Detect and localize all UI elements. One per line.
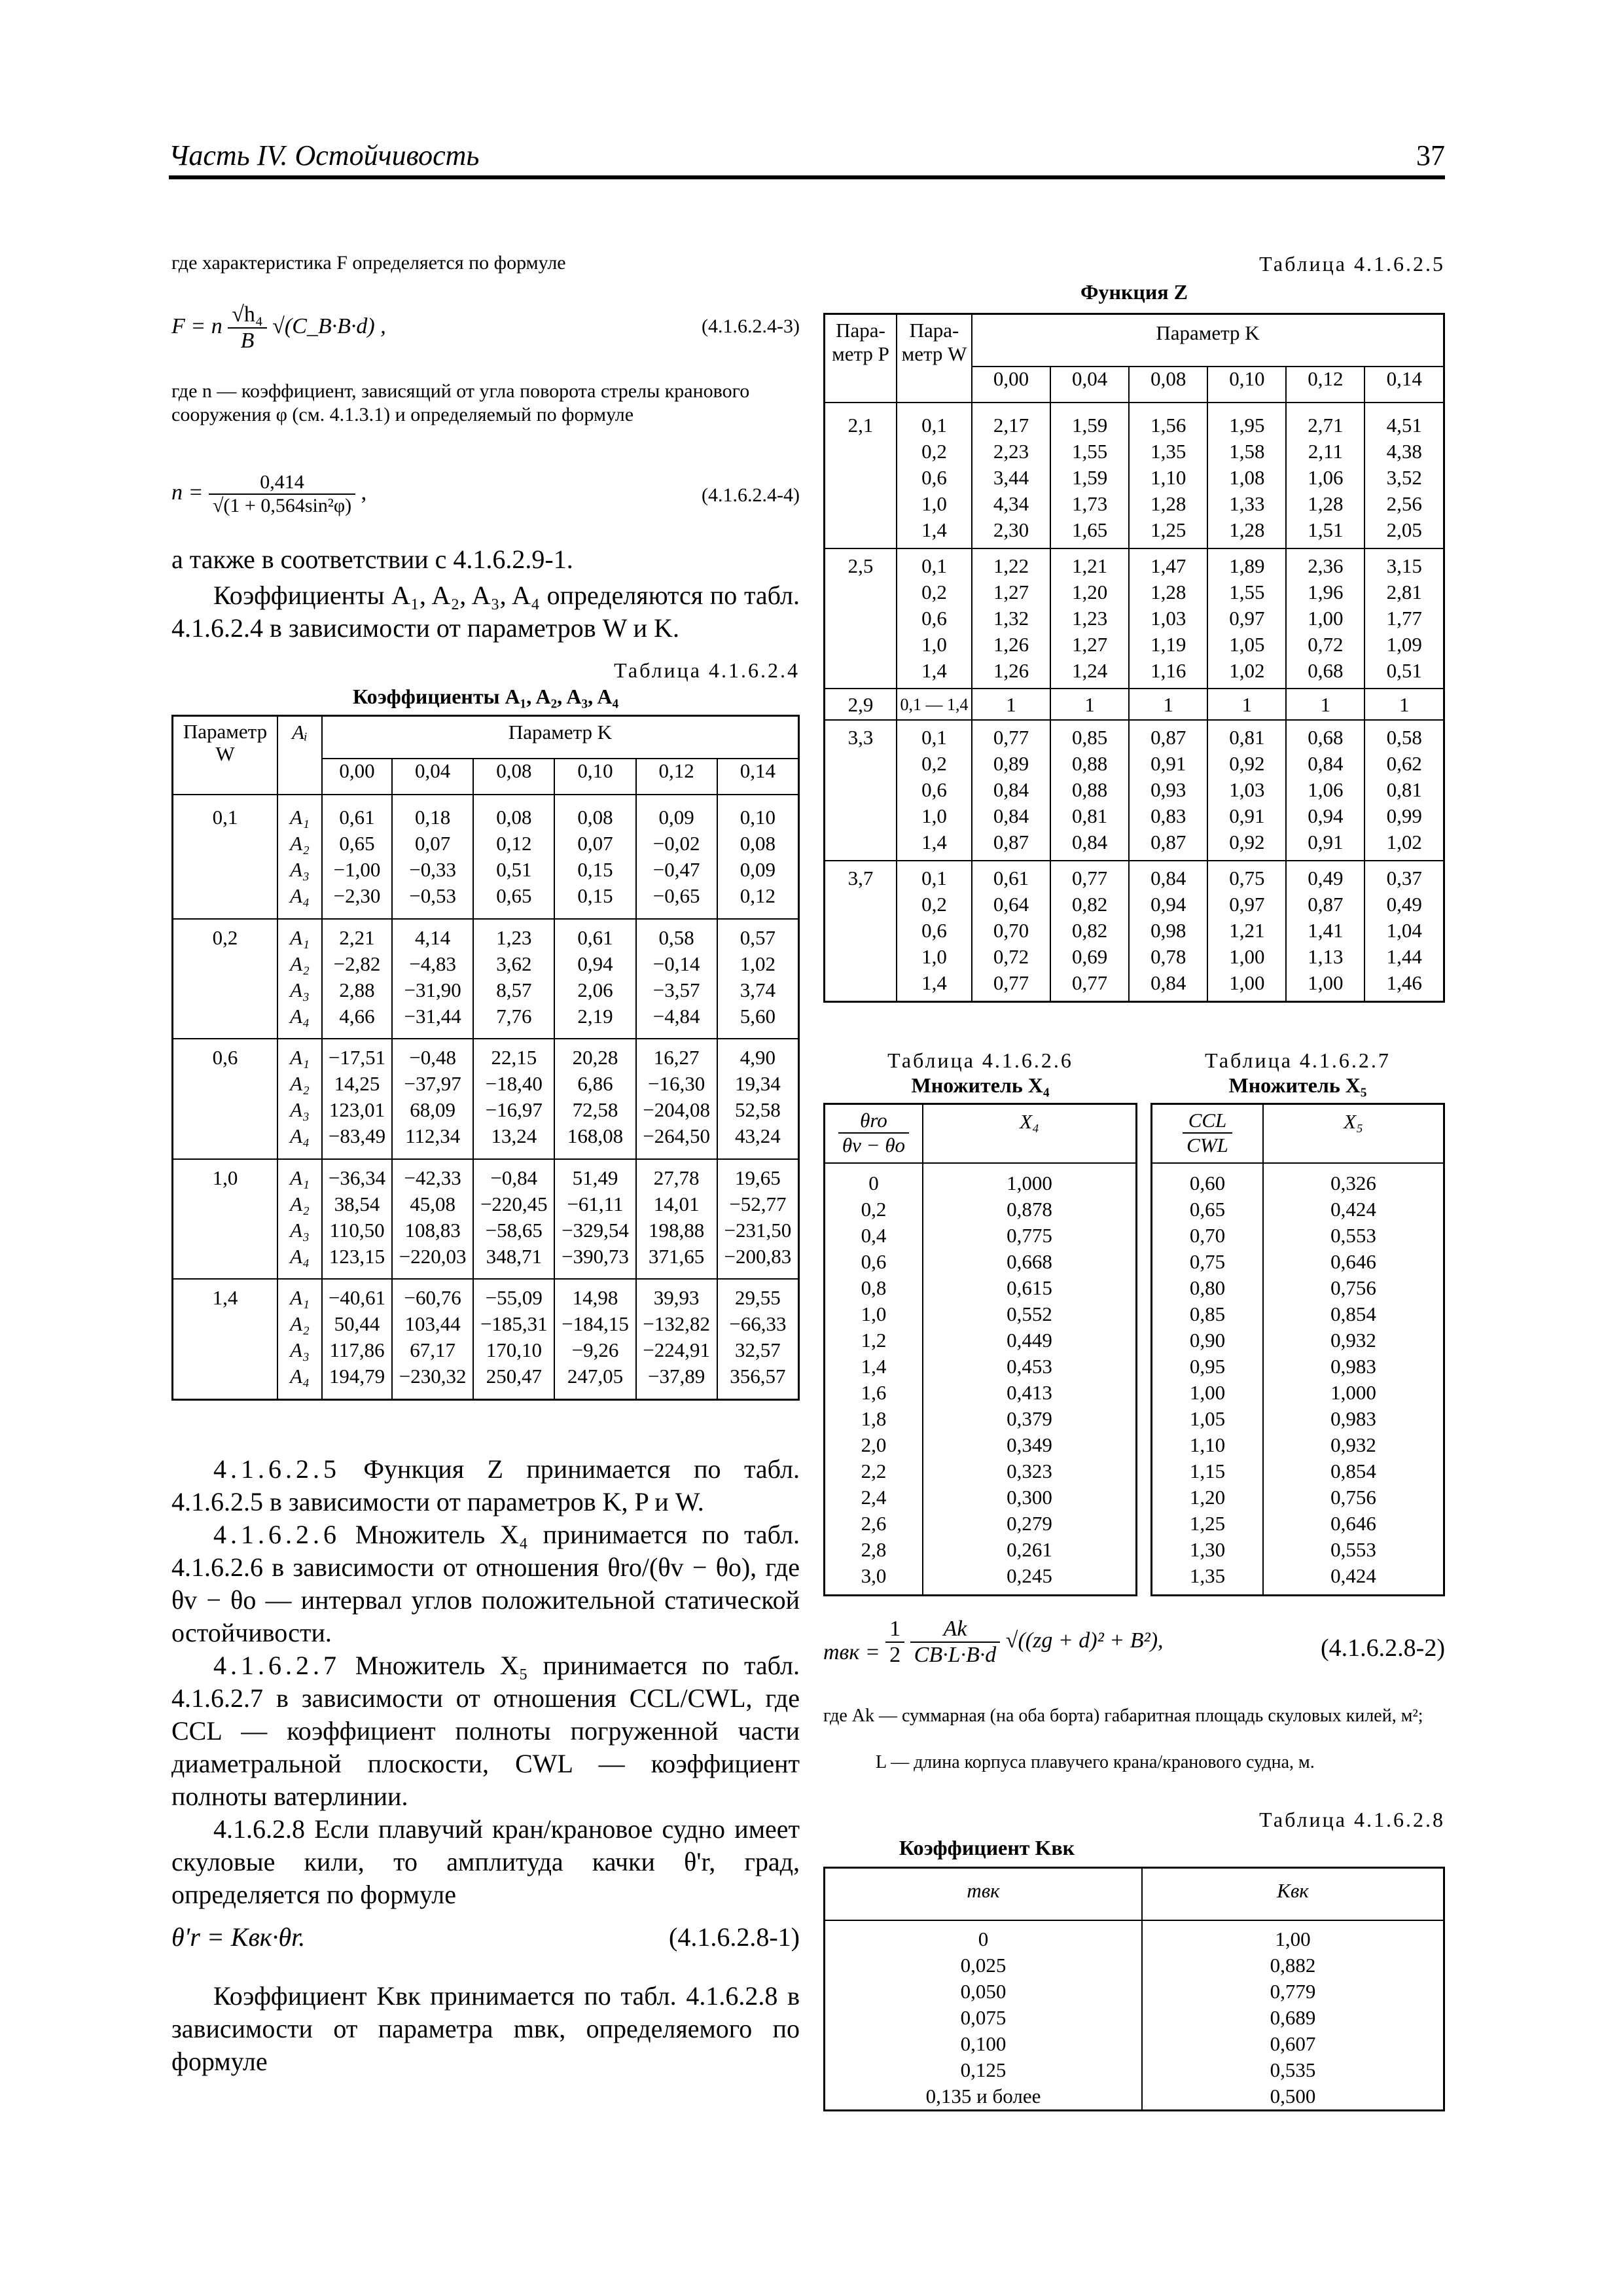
header-title: Часть IV. Остойчивость: [169, 139, 480, 171]
table-row: 0 0,025 0,050 0,075 0,100 0,125 0,135 и более 1,00 0,882 0,779 0,689 0,607 0,535 0,500: [825, 1920, 1444, 2111]
col-header-x4: X₄: [923, 1104, 1137, 1163]
table-row: 2,9 0,1 — 1,4 1 1 1 1 1 1: [825, 689, 1444, 720]
p-value: 2,5: [847, 554, 874, 577]
col-header-ccl-cwl: $\frac{\text{CCL}}{\text{CWL}}$: [1152, 1104, 1264, 1163]
table-coefficient-kvk: [823, 1867, 1445, 2111]
table-row: 1,0 A₁ A₂ A₃ A₄ −36,34 38,54 110,50 123,15 −42,33 45,08 108,83 −220,03 −0,84 −220,45 −58,65 348,71 51,49 −61,11 −329,54 −390,73 27,78 14,01 198,88 371,65 19,65 −52,77 −231,50 −200,83: [173, 1159, 799, 1280]
table-function-z: [823, 313, 1445, 1003]
k-value: 0,14: [717, 759, 799, 795]
table-row: 1,4 A₁ A₂ A₃ A₄ −40,61 50,44 117,86 194,79 −60,76 103,44 67,17 −230,32 −55,09 −185,31 170,10 250,47 14,98 −184,15 −9,26 247,05 39,93 −132,82 −224,91 −37,89 29,55 −66,33 32,57 356,57: [173, 1279, 799, 1399]
paragraph-4-1-6-2-5: 4.1.6.2.5 Функция Z принимается по табл. 4.1.6.2.5 в зависимости от параметров K, P и W.: [171, 1454, 800, 1516]
also-text: а также в соответствии с 4.1.6.2.9-1.: [171, 545, 573, 574]
table-row: 2,1 0,1 0,2 0,6 1,0 1,4 2,17 2,23 3,44 4,34 2,30 1,59 1,55 1,59 1,73 1,65 1,56 1,35 1,10 1,28 1,25 1,95 1,58 1,08 1,33 1,28 2,71 2,11 1,06 1,28 1,51 4,51 4,38 3,52 2,56 2,05: [825, 403, 1444, 548]
k-value: 0,10: [1207, 367, 1286, 403]
page-number: 37: [1416, 139, 1445, 171]
k-value: 0,00: [972, 367, 1050, 403]
equation-number: (4.1.6.2.8-1): [669, 1922, 800, 1952]
col-header-mvk: mвк: [967, 1879, 1000, 1902]
where-n-text: где n — коэффициент, зависящий от угла поворота стрелы кранового сооружения φ (см. 4.1.3.1) и определяемый по формуле: [171, 380, 750, 425]
table-5-title: Функция Z: [1080, 280, 1188, 304]
table-coefficients-a: [171, 715, 800, 1401]
header-rule: [169, 175, 1445, 179]
table-multiplier-x5: [1150, 1103, 1445, 1596]
col-header-k: Параметр K: [972, 314, 1444, 367]
equation-number: (4.1.6.2.4-4): [702, 484, 800, 506]
n-formula: n = $\frac{0,414}{\text{√(1 + 0,564sin²φ)}}$ , (4.1.6.2.4-4): [171, 471, 800, 516]
where-ak-text: где Ak — суммарная (на оба борта) габаритная площадь скуловых килей, м²;: [823, 1706, 1423, 1726]
col-header-a: Aᵢ: [277, 716, 322, 795]
where-l-text: L — длина корпуса плавучего крана/кранового судна, м.: [876, 1752, 1315, 1772]
paragraph-4-1-6-2-8: 4.1.6.2.8 Если плавучий кран/крановое судно имеет скуловые кили, то амплитуда качки θ'r, град, определяется по формуле: [171, 1814, 800, 1909]
k-value: 0,04: [1050, 367, 1129, 403]
equation-theta: θ'r = Kвк·θr. (4.1.6.2.8-1): [171, 1921, 800, 1954]
col-header-w: Параметр W: [183, 720, 268, 765]
table-7-title: Множитель X₅: [1228, 1073, 1367, 1097]
col-header-ratio: $\frac{\text{θro}}{\theta v - \theta o}$: [825, 1104, 923, 1163]
k-value: 0,08: [473, 759, 554, 795]
table-multiplier-x4: [823, 1103, 1137, 1596]
kvk-text: Коэффициент Kвк принимается по табл. 4.1.6.2.8 в зависимости от параметра mвк, определяемого по формуле: [171, 1981, 800, 2076]
equation-number: (4.1.6.2.4-3): [702, 315, 800, 337]
formula-mvk: mвк = $\frac{1}{2}$ $\frac{Ak}{CB\cdot L\cdot B\cdot d}$ √((zg + d)² + B²), (4.1.6.2.8-2): [823, 1617, 1445, 1667]
w-value: 1,0: [212, 1166, 238, 1189]
table-7-label: Таблица 4.1.6.2.7: [1205, 1049, 1391, 1072]
w-value: 0,6: [212, 1046, 238, 1069]
table-4-label: Таблица 4.1.6.2.4: [614, 658, 800, 682]
col-header-p: Пара- метр P: [832, 319, 889, 365]
w-value: 1,4: [212, 1286, 238, 1310]
table-4-title: Коэффициенты A₁, A₂, A₃, A₄: [352, 685, 619, 708]
col-header-x5: X₅: [1263, 1104, 1444, 1163]
table-6-title: Множитель X₄: [911, 1073, 1050, 1097]
k-value: 0,08: [1129, 367, 1207, 403]
paragraph-4-1-6-2-6: 4.1.6.2.6 Множитель X₄ принимается по табл. 4.1.6.2.6 в зависимости от отношения θro/(θv − θo), где θv − θo — интервал углов положительной статической остойчивости.: [171, 1520, 800, 1647]
table-6-label: Таблица 4.1.6.2.6: [887, 1049, 1073, 1072]
table-row: 3,3 0,1 0,2 0,6 1,0 1,4 0,77 0,89 0,84 0,84 0,87 0,85 0,88 0,88 0,81 0,84 0,87 0,91 0,93 0,83 0,87 0,81 0,92 1,03 0,91 0,92 0,68 0,84 1,06 0,94 0,91 0,58 0,62 0,81 0,99 1,02: [825, 720, 1444, 861]
table-8-label: Таблица 4.1.6.2.8: [1259, 1808, 1445, 1831]
table-row: 0,2 A₁ A₂ A₃ A₄ 2,21 −2,82 2,88 4,66 4,14 −4,83 −31,90 −31,44 1,23 3,62 8,57 7,76 0,61 0,94 2,06 2,19 0,58 −0,14 −3,57 −4,84 0,57 1,02 3,74 5,60: [173, 919, 799, 1039]
table-row: 2,5 0,1 0,2 0,6 1,0 1,4 1,22 1,27 1,32 1,26 1,26 1,21 1,20 1,23 1,27 1,24 1,47 1,28 1,03 1,19 1,16 1,89 1,55 0,97 1,05 1,02 2,36 1,96 1,00 0,72 0,68 3,15 2,81 1,77 1,09 0,51: [825, 548, 1444, 689]
p-value: 3,3: [847, 726, 874, 749]
table-row: 0,60 0,65 0,70 0,75 0,80 0,85 0,90 0,95 1,00 1,05 1,10 1,15 1,20 1,25 1,30 1,35 0,326 0,424 0,553 0,646 0,756 0,854 0,932 0,983 1,000 0,983 0,932 0,854 0,756 0,646 0,553 0,424: [1152, 1163, 1444, 1596]
table-row: 3,7 0,1 0,2 0,6 1,0 1,4 0,61 0,64 0,70 0,72 0,77 0,77 0,82 0,82 0,69 0,77 0,84 0,94 0,98 0,78 0,84 0,75 0,97 1,21 1,00 1,00 0,49 0,87 1,41 1,13 1,00 0,37 0,49 1,04 1,44 1,46: [825, 861, 1444, 1001]
intro-text: где характеристика F определяется по формуле: [171, 252, 566, 274]
k-value: 0,04: [392, 759, 473, 795]
table-5-label: Таблица 4.1.6.2.5: [1259, 252, 1445, 276]
paragraph-4-1-6-2-7: 4.1.6.2.7 Множитель X₅ принимается по табл. 4.1.6.2.7 в зависимости от отношения CCL/CWL, где CCL — коэффициент полноты погруженной части диаметральной плоскости, CWL — коэффициент полноты ватерлинии.: [171, 1651, 800, 1811]
p-value: 3,7: [847, 867, 874, 890]
col-header-w: Пара- метр W: [897, 314, 972, 403]
k-value: 0,10: [554, 759, 635, 795]
k-value: 0,14: [1364, 367, 1444, 403]
p-value: 2,1: [847, 413, 874, 437]
p-value: 2,9: [847, 693, 874, 717]
table-row: 0,1 A₁ A₂ A₃ A₄ 0,61 0,65 −1,00 −2,30 0,18 0,07 −0,33 −0,53 0,08 0,12 0,51 0,65 0,08 0,07 0,15 0,15 0,09 −0,02 −0,47 −0,65 0,10 0,08 0,09 0,12: [173, 795, 799, 919]
table-row: 0 0,2 0,4 0,6 0,8 1,0 1,2 1,4 1,6 1,8 2,0 2,2 2,4 2,6 2,8 3,0 1,000 0,878 0,775 0,668 0,615 0,552 0,449 0,453 0,413 0,379 0,349 0,323 0,300 0,279 0,261 0,245: [825, 1163, 1137, 1596]
table-row: 0,6 A₁ A₂ A₃ A₄ −17,51 14,25 123,01 −83,49 −0,48 −37,97 68,09 112,34 22,15 −18,40 −16,97 13,24 20,28 6,86 72,58 168,08 16,27 −16,30 −204,08 −264,50 4,90 19,34 52,58 43,24: [173, 1039, 799, 1159]
coefficients-text: Коэффициенты A₁, A₂, A₃, A₄ определяются по табл. 4.1.6.2.4 в зависимости от параметров W и K.: [171, 581, 800, 643]
table-8-title: Коэффициент Kвк: [899, 1836, 1075, 1859]
f-formula: F = n $\frac{\text{√h₄}}{B}$ √(C_B·B·d) , (4.1.6.2.4-3): [171, 302, 800, 353]
col-header-k: Параметр K: [322, 716, 799, 759]
k-value: 0,00: [322, 759, 392, 795]
w-value: 0,2: [212, 925, 238, 949]
w-value: 0,1: [212, 805, 238, 829]
k-value: 0,12: [636, 759, 717, 795]
k-value: 0,12: [1286, 367, 1364, 403]
page-header: [169, 139, 1445, 172]
col-header-kvk: Kвк: [1142, 1868, 1444, 1920]
equation-number: (4.1.6.2.8-2): [1321, 1634, 1445, 1662]
